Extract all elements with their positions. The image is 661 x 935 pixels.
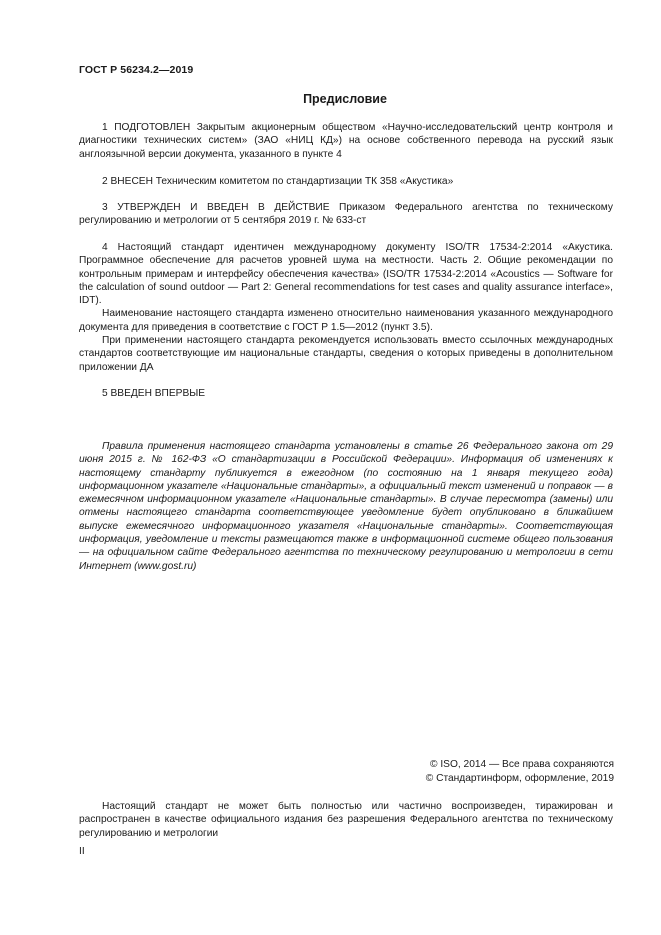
- copyright-standartinform: © Стандартинформ, оформление, 2019: [425, 773, 614, 784]
- preface-item-4: 4 Настоящий стандарт идентичен международному документу ISO/TR 17534-2:2014 «Акустика. Программное обеспечение для расчетов уровней шума на местности. Часть 2. Общие рекомендации по контрольным примерам и интерфейсу обеспечения качества» (ISO/TR 17534-2:2014 «Acoustics — Software for the calculation of sound outdoor — Part 2: General recommendations for test cases and quality assurance interface», IDT).: [79, 242, 613, 307]
- preface-item-1: 1 ПОДГОТОВЛЕН Закрытым акционерным обществом «Научно-исследовательский центр контроля и диагностики технических систем» (ЗАО «НИЦ КД») на основе собственного перевода на русский язык англоязычной версии документа, указанного в пункте 4: [79, 122, 613, 160]
- preface-item-1-block: [79, 121, 613, 161]
- preface-title: Предисловие: [303, 92, 387, 106]
- application-rules-block: [79, 440, 613, 573]
- preface-item-3: 3 УТВЕРЖДЕН И ВВЕДЕН В ДЕЙСТВИЕ Приказом Федерального агентства по техническому регулированию и метрологии от 5 сентября 2019 г. № 633-ст: [79, 202, 613, 227]
- copyright-block: [426, 758, 614, 786]
- preface-item-4-note-refs: При применении настоящего стандарта рекомендуется использовать вместо ссылочных международных стандартов соответствующие им национальные стандарты, сведения о которых приведены в дополнительном приложении ДА: [79, 335, 613, 373]
- preface-item-5: 5 ВВЕДЕН ВПЕРВЫЕ: [102, 388, 206, 399]
- preface-item-2: 2 ВНЕСЕН Техническим комитетом по стандартизации ТК 358 «Акустика»: [102, 176, 454, 187]
- page-number: II: [79, 846, 85, 857]
- application-rules-text: Правила применения настоящего стандарта установлены в статье 26 Федерального закона от 29 июня 2015 г. № 162-ФЗ «О стандартизации в Российской Федерации». Информация об изменениях к настоящему стандарту публикуется в ежегодном (по состоянию на 1 января текущего года) информационном указателе «Национальные стандарты», а официальный текст изменений и поправок — в ежемесячном информационном указателе «Национальные стандарты». В случае пересмотра (замены) или отмены настоящего стандарта соответствующее уведомление будет опубликовано в ближайшем выпуске ежемесячного информационного указателя «Национальные стандарты». Соответствующая информация, уведомление и тексты размещаются также в информационной системе общего пользования — на официальном сайте Федерального агентства по техническому регулированию и метрологии в сети Интернет (www.gost.ru): [79, 441, 613, 572]
- preface-item-3-block: [79, 201, 613, 228]
- preface-item-4-note-name: Наименование настоящего стандарта изменено относительно наименования указанного международного документа для приведения в соответствие с ГОСТ Р 1.5—2012 (пункт 3.5).: [79, 308, 613, 333]
- standard-code: ГОСТ Р 56234.2—2019: [79, 64, 194, 76]
- reproduction-notice: Настоящий стандарт не может быть полностью или частично воспроизведен, тиражирован и распространен в качестве официального издания без разрешения Федерального агентства по техническому регулированию и метрологии: [79, 801, 613, 839]
- preface-item-4-block: [79, 241, 613, 374]
- copyright-iso: © ISO, 2014 — Все права сохраняются: [430, 759, 614, 770]
- preface-item-5-block: [79, 387, 613, 400]
- preface-item-2-block: [79, 175, 613, 188]
- reproduction-notice-block: [79, 800, 613, 840]
